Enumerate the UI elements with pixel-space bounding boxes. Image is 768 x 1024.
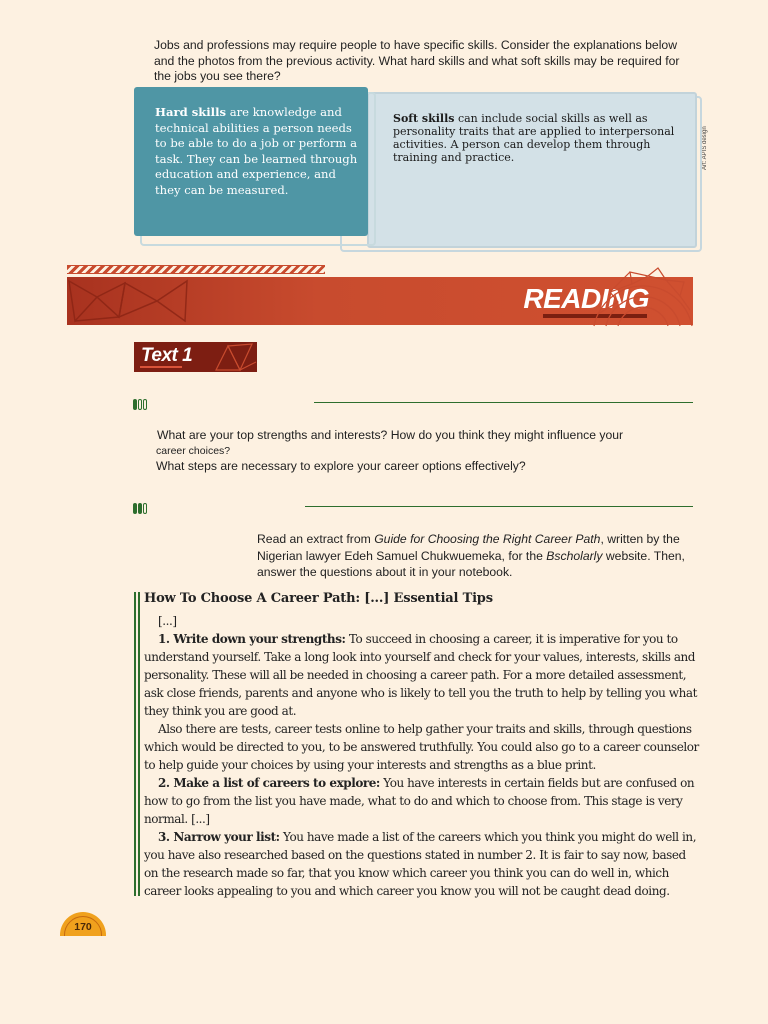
book-title: Guide for Choosing the Right Career Path — [374, 532, 601, 546]
triangle-pattern-icon — [67, 277, 267, 325]
website-name: Bscholarly — [546, 548, 603, 563]
progress-dots-1-of-3 — [133, 397, 148, 409]
question-1-continued: career choices? — [156, 444, 231, 457]
article-paragraph-1 — [144, 630, 700, 720]
soft-skills-term: Soft skills — [393, 112, 455, 125]
article-extract — [144, 590, 700, 900]
reading-title: READING — [523, 283, 649, 314]
dot-filled — [133, 399, 137, 410]
reading-instructions — [257, 531, 697, 581]
article-ellipsis: [...] — [158, 614, 177, 628]
article-paragraph-4 — [144, 828, 700, 900]
article-margin-bar — [138, 592, 140, 896]
instructions-lead: Read an extract from — [257, 532, 375, 546]
tip-1-continued: Also there are tests, career tests online to help gather your traits and skills, through questions which would be directed to you, to be answered truthfully. You could also go to a career counselor to help guide your choices by using your interests and strengths as a blue print. — [144, 722, 699, 772]
tip-1-body: To succeed in choosing a career, it is imperative for you to understand yourself. Take a long look into yourself and check for your values, interests, skills and personality. These will all be needed in choosing a career path. For a more detailed assessment, ask close friends, parents and anyone who is likely to tell you the truth to help by telling you what they think you are good at. — [144, 632, 697, 718]
soft-skills-box — [367, 92, 697, 248]
section-rule — [305, 506, 693, 507]
text1-label-box — [134, 342, 257, 372]
instructions-tail: website. Then, answer the questions about it in your notebook. — [257, 548, 685, 579]
tip-1-heading: 1. Write down your strengths: — [158, 632, 346, 646]
question-1: What are your top strengths and interests? How do you think they might influence your — [157, 428, 624, 442]
zigzag-divider — [67, 265, 325, 274]
arch-ornament-icon — [588, 262, 698, 328]
article-margin-bar — [134, 592, 136, 896]
progress-dots-2-of-3 — [133, 501, 148, 513]
soft-skills-definition: can include social skills as well as personality traits that are applied to interpersonal activities. A person can develop them through training and practice. — [393, 112, 675, 164]
hard-skills-box — [134, 87, 368, 236]
dot-filled — [138, 503, 142, 514]
article-paragraph-2 — [144, 720, 700, 774]
dot-empty — [143, 399, 147, 410]
question-2: What steps are necessary to explore your career options effectively? — [156, 459, 526, 473]
tip-3-heading: 3. Narrow your list: — [158, 830, 280, 844]
tip-2-body: You have interests in certain fields but are confused on how to go from the list you have made, what to do and which to choose from. This stage is very normal. [...] — [144, 776, 695, 826]
intro-paragraph: Jobs and professions may require people to have specific skills. Consider the explanations below and the photos from the previous activity. What hard skills and what soft skills may be required for the jobs you see there? — [154, 38, 680, 83]
tip-3-body: You have made a list of the careers which you think you might do well in, you have also researched based on the questions stated in number 2. It is fair to say now, based on the research made so far, that you know which career you think you can do well in, which career looks appealing to you and which career you know you will not be caught dead doing. — [144, 830, 697, 898]
dot-empty — [138, 399, 142, 410]
pre-reading-questions — [157, 428, 677, 475]
page-number-tab — [60, 912, 106, 936]
hard-skills-text — [155, 105, 365, 198]
section-rule — [314, 402, 693, 403]
soft-skills-text — [393, 112, 683, 164]
dot-filled — [133, 503, 137, 514]
tip-2-heading: 2. Make a list of careers to explore: — [158, 776, 380, 790]
art-credit: Art: APIS design — [702, 126, 708, 170]
article-title: How To Choose A Career Path: [...] Essential Tips — [144, 591, 493, 606]
hard-skills-definition: are knowledge and technical abilities a person needs to be able to do a job or perform a task. They can be learned through education and experience, and they can be measured. — [155, 105, 358, 197]
instructions-mid: , written by the Nigerian lawyer Edeh Samuel Chukwuemeka, for the — [257, 532, 680, 563]
triangle-pattern-icon — [214, 342, 257, 372]
hard-skills-term: Hard skills — [155, 105, 227, 119]
article-paragraph-3 — [144, 774, 700, 828]
text1-underline — [140, 366, 182, 368]
page-number: 170 — [74, 921, 92, 933]
text1-label: Text 1 — [141, 345, 193, 366]
dot-empty — [143, 503, 147, 514]
